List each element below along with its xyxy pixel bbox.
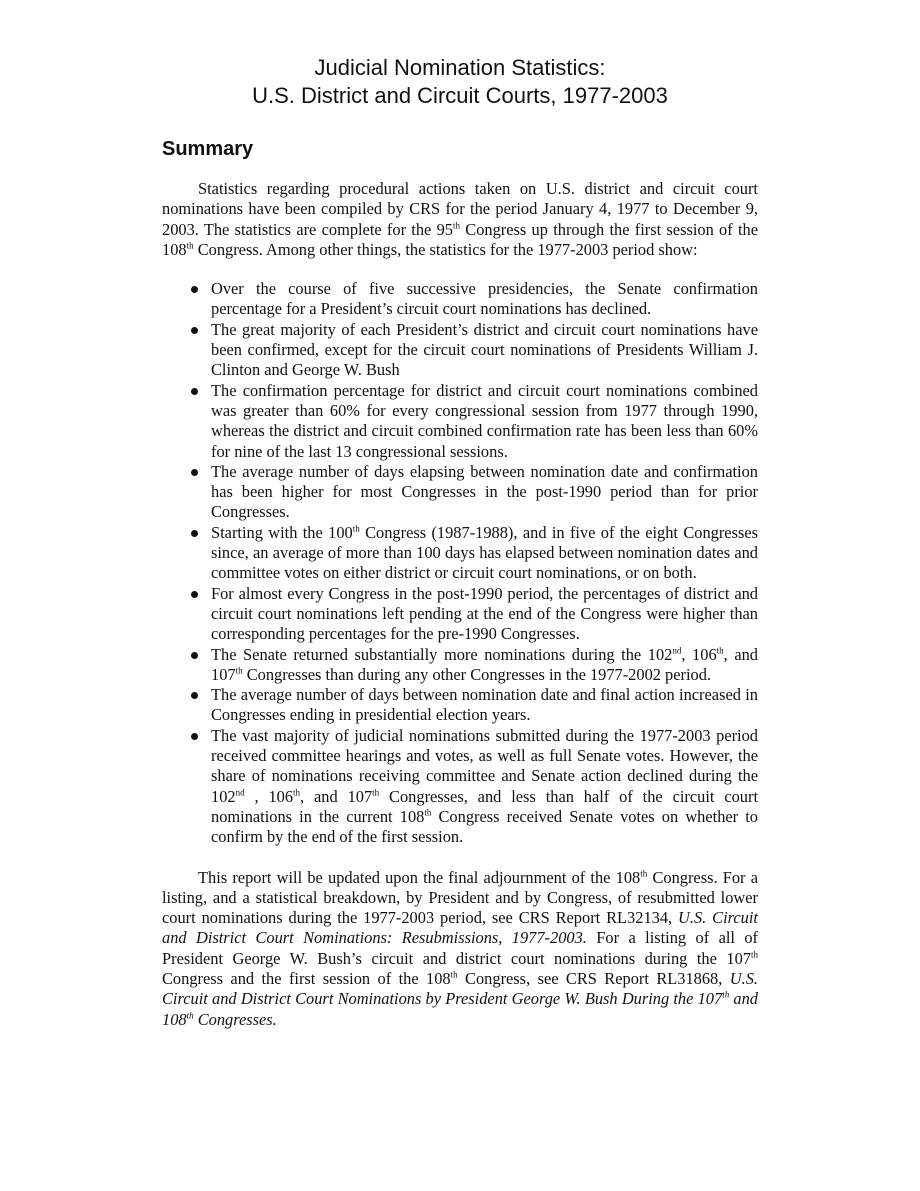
intro-paragraph — [162, 179, 758, 260]
closing-text: For a listing of all of President George W. Bush’s circuit and district court nominations during the 107 — [162, 928, 759, 968]
intro-sup-1: th — [453, 220, 461, 231]
ordinal-sup: th — [424, 807, 432, 818]
intro-text-3: Congress. Among other things, the statistics for the 1977-2003 period show: — [193, 239, 698, 259]
bullet-text: , and 107 — [300, 786, 373, 806]
bullet-text: Over the course of five successive presidencies, the Senate confirmation percentage for a President’s circuit court nominations has declined. — [211, 279, 758, 319]
intro-text-1: Statistics regarding procedural actions taken on U.S. district and circuit court nominations have been compiled by CRS for the period January 4, 1977 to December 9, 2003. The statistics are complete for the 95 — [162, 179, 758, 239]
ordinal-sup: th — [450, 969, 458, 980]
bullet-icon — [191, 469, 198, 476]
list-item — [162, 645, 758, 686]
document-page — [162, 54, 758, 1030]
ordinal-sup: th — [352, 523, 360, 534]
bullet-icon — [191, 733, 198, 740]
intro-text-2: Congress up through the first session of the 108 — [162, 219, 758, 259]
bullet-text: , 106 — [244, 786, 294, 806]
ordinal-sup: th — [235, 665, 243, 676]
bullet-text: Congress (1987-1988), and in five of the eight Congresses since, an average of more than 100 days has elapsed between nomination dates and committee votes on either district or circuit court nominations, or on both. — [211, 522, 758, 583]
bullet-icon — [191, 286, 198, 293]
ordinal-sup: th — [722, 989, 730, 1000]
bullet-text: Congresses than during any other Congresses in the 1977-2002 period. — [242, 664, 712, 684]
list-item — [162, 726, 758, 848]
bullet-text: The confirmation percentage for district and circuit court nominations combined was greater than 60% for every congressional session from 1977 through 1990, whereas the district and circuit combined confirmation rate has been less than 60% for nine of the last 13 congressional sessions. — [211, 380, 758, 461]
ordinal-sup: nd — [235, 787, 245, 798]
bullet-icon — [191, 591, 198, 598]
closing-text: Congress and the first session of the 108 — [162, 968, 451, 988]
list-item — [162, 523, 758, 584]
list-item — [162, 381, 758, 462]
closing-text: This report will be updated upon the final adjournment of the 108 — [198, 867, 641, 887]
bullet-text: The vast majority of judicial nominations submitted during the 1977-2003 period received committee hearings and votes, as well as full Senate votes. However, the share of nominations receiving committee and Senate action declined during the 102 — [211, 725, 758, 806]
list-item — [162, 279, 758, 320]
report-title-resubmissions: U.S. Circuit and District Court Nominations: Resubmissions, 1977-2003. — [162, 908, 758, 948]
list-item — [162, 320, 758, 381]
bullet-text: For almost every Congress in the post-1990 period, the percentages of district and circuit court nominations left pending at the end of the Congress were higher than corresponding percentages for the pre-1990 Congresses. — [211, 583, 758, 644]
title-line-1: Judicial Nomination Statistics: — [314, 55, 606, 80]
bullet-text: The Senate returned substantially more nominations during the 102 — [211, 644, 673, 664]
closing-text: Congress. For a listing, and a statistical breakdown, by President and by Congress, of resubmitted lower court nominations during the 1977-2003 period, see CRS Report RL32134, — [162, 867, 758, 928]
ordinal-sup: th — [640, 868, 648, 879]
ordinal-sup: th — [186, 1010, 194, 1021]
bullet-text: The great majority of each President’s district and circuit court nominations have been confirmed, except for the circuit court nominations of Presidents William J. Clinton and George W. Bush — [211, 319, 758, 380]
bullet-icon — [191, 530, 198, 537]
italic-text: and 108 — [162, 989, 759, 1029]
ordinal-sup: th — [716, 645, 724, 656]
ordinal-sup: nd — [672, 645, 682, 656]
bullet-text: , and 107 — [211, 644, 758, 684]
intro-sup-2: th — [186, 240, 194, 251]
findings-list — [162, 279, 758, 847]
italic-text: Congresses. — [193, 1009, 277, 1029]
list-item — [162, 462, 758, 523]
list-item — [162, 685, 758, 726]
closing-text: Congress, see CRS Report RL31868, — [457, 968, 730, 988]
bullet-icon — [191, 652, 198, 659]
bullet-text: Congresses, and less than half of the circuit court nominations in the current 108 — [211, 786, 758, 826]
list-item — [162, 584, 758, 645]
bullet-icon — [191, 388, 198, 395]
bullet-text: The average number of days elapsing between nomination date and confirmation has been higher for most Congresses in the post-1990 period than for prior Congresses. — [211, 461, 758, 522]
bullet-text: Congress received Senate votes on whether to confirm by the end of the first session. — [211, 806, 758, 847]
italic-text: U.S. Circuit and District Court Nominations by President George W. Bush During the 107 — [162, 968, 759, 1009]
ordinal-sup: th — [372, 787, 380, 798]
title-line-2: U.S. District and Circuit Courts, 1977-2003 — [252, 83, 668, 108]
bullet-text: The average number of days between nomination date and final action increased in Congresses ending in presidential election years. — [211, 685, 758, 725]
bullet-icon — [191, 692, 198, 699]
bullet-text: , 106 — [681, 644, 717, 664]
document-title — [162, 54, 758, 110]
ordinal-sup: th — [293, 787, 301, 798]
bullet-text: Starting with the 100 — [211, 522, 353, 542]
bullet-icon — [191, 327, 198, 334]
summary-heading: Summary — [162, 138, 254, 160]
ordinal-sup: th — [750, 949, 758, 960]
closing-paragraph — [162, 868, 758, 1030]
